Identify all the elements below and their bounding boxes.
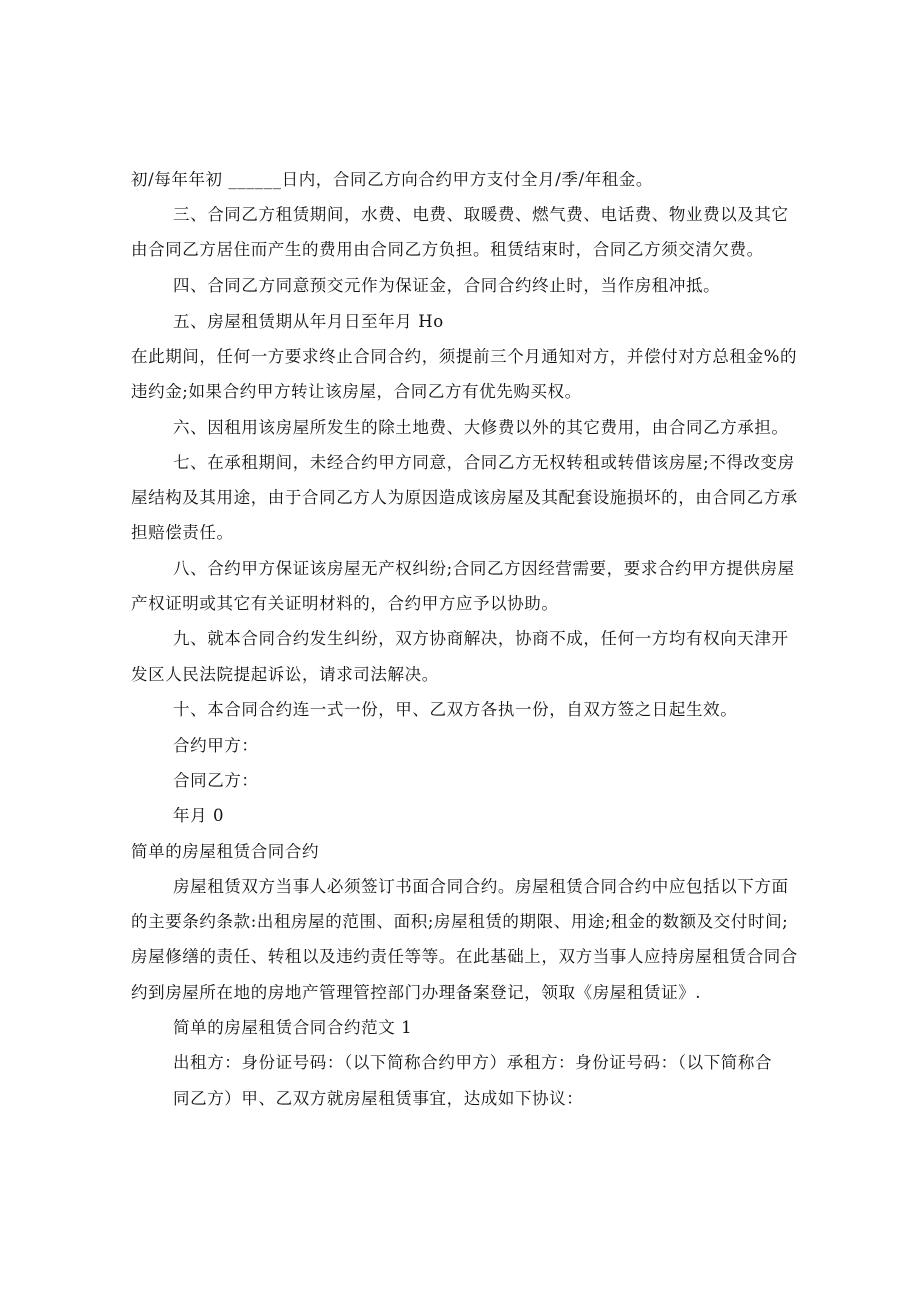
text-line: 九、就本合同合约发生纠纷，双方协商解决，协商不成，任何一方均有权向天津开: [173, 629, 789, 648]
text-line: 同乙方）甲、乙双方就房屋租赁事宜，达成如下协议：: [173, 1089, 584, 1108]
text-line: 八、合约甲方保证该房屋无产权纠纷;合同乙方因经营需要，要求合约甲方提供房屋: [173, 559, 795, 578]
section-heading: 简单的房屋租赁合同合约: [131, 842, 320, 861]
text-line: 由合同乙方居住而产生的费用由合同乙方负担。租赁结束时，合同乙方须交清欠费。: [131, 240, 764, 259]
text-line: 在此期间，任何一方要求终止合同合约，须提前三个月通知对方，并偿付对方总租金%的: [131, 347, 798, 366]
section-heading: 简单的房屋租赁合同合约范文 1: [173, 1018, 413, 1037]
text-line: 出租方：身份证号码：（以下简称合约甲方）承租方：身份证号码：（以下简称合: [173, 1053, 773, 1072]
text-line: 三、合同乙方租赁期间，水费、电费、取暖费、燃气费、电话费、物业费以及其它: [173, 205, 789, 224]
text-line: 违约金;如果合约甲方转让该房屋，合同乙方有优先购买权。: [131, 382, 582, 401]
text-line: 十、本合同合约连一式一份，甲、乙双方各执一份，自双方签之日起生效。: [173, 700, 738, 719]
text-line: 房屋租赁双方当事人必须签订书面合同合约。房屋租赁合同合约中应包括以下方面: [173, 877, 789, 896]
text-line: 房屋修缮的责任、转租以及违约责任等等。在此基础上，双方当事人应持房屋租赁合同合: [131, 947, 798, 966]
text-line: 产权证明或其它有关证明材料的，合约甲方应予以协助。: [131, 594, 559, 613]
text-line: 六、因租用该房屋所发生的除土地费、大修费以外的其它费用，由合同乙方承担。: [173, 418, 789, 437]
text-line: 屋结构及其用途，由于合同乙方人为原因造成该房屋及其配套设施损坏的，由合同乙方承: [131, 488, 798, 507]
text-line: 四、合同乙方同意预交元作为保证金，合同合约终止时，当作房租冲抵。: [173, 276, 721, 295]
text-line: 的主要条约条款:出租房屋的范围、面积;房屋租赁的期限、用途;租金的数额及交付时间;: [131, 912, 789, 931]
text-line: 发区人民法院提起诉讼，请求司法解决。: [131, 665, 439, 684]
text-line: 五、房屋租赁期从年月日至年月 Ho: [173, 312, 444, 331]
text-line: 约到房屋所在地的房地产管理管控部门办理备案登记，领取《房屋租赁证》.: [131, 983, 702, 1002]
text-line: 七、在承租期间，未经合约甲方同意，合同乙方无权转租或转借该房屋;不得改变房: [173, 453, 795, 472]
signature-party-a-label: 合约甲方：: [173, 736, 259, 755]
signature-date-label: 年月 0: [173, 806, 225, 825]
signature-party-b-label: 合同乙方：: [173, 771, 259, 790]
text-line: 担赔偿责任。: [131, 523, 234, 542]
text-line: 初/每年年初 ______日内，合同乙方向合约甲方支付全月/季/年租金。: [131, 170, 654, 189]
